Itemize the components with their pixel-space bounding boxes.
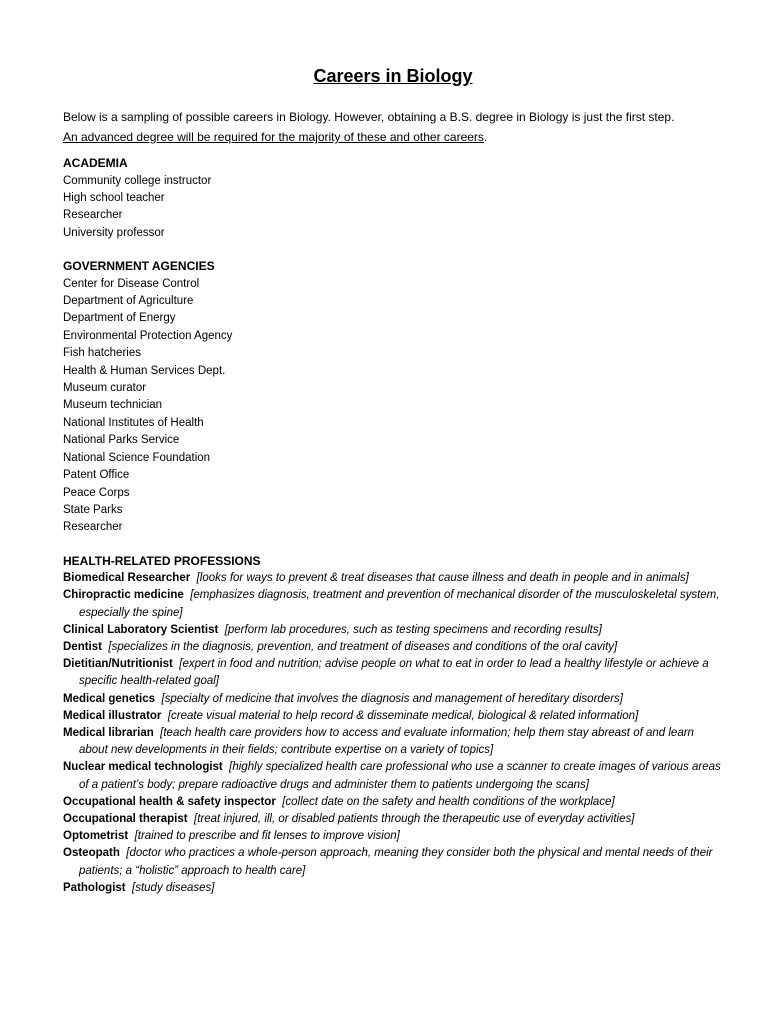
- profession-description: [specialty of medicine that involves the diagnosis and management of hereditary disorders]: [161, 692, 623, 705]
- profession-item: [63, 587, 723, 621]
- profession-name: Biomedical Researcher: [63, 572, 191, 585]
- list-item: University professor: [63, 226, 165, 239]
- profession-name: Medical illustrator: [63, 709, 162, 722]
- section-health: [63, 553, 723, 897]
- profession-name: Clinical Laboratory Scientist: [63, 623, 219, 636]
- profession-description: [collect date on the safety and health conditions of the workplace]: [282, 795, 615, 808]
- profession-item: [63, 570, 723, 587]
- intro-underlined-text: An advanced degree will be required for the majority of these and other careers: [63, 130, 484, 144]
- profession-description: [study diseases]: [132, 881, 215, 894]
- profession-item: [63, 794, 723, 811]
- academia-list: [63, 173, 723, 243]
- profession-description: [emphasizes diagnosis, treatment and prevention of mechanical disorder of the musculoskeletal system, especially the spine]: [79, 589, 720, 619]
- section-academia: [63, 155, 723, 242]
- profession-name: Dentist: [63, 641, 102, 654]
- section-heading-academia: ACADEMIA: [63, 156, 128, 170]
- list-item: Fish hatcheries: [63, 347, 141, 360]
- list-item: Museum curator: [63, 382, 147, 395]
- profession-item: [63, 845, 723, 879]
- list-item: Peace Corps: [63, 486, 130, 499]
- profession-name: Medical librarian: [63, 727, 154, 740]
- list-item: Museum technician: [63, 399, 163, 412]
- profession-item: [63, 880, 723, 897]
- profession-name: Chiropractic medicine: [63, 589, 184, 602]
- document-page: [63, 66, 723, 913]
- profession-description: [looks for ways to prevent & treat diseases that cause illness and death in people and in animals]: [196, 572, 689, 585]
- list-item: Community college instructor: [63, 174, 212, 187]
- profession-name: Dietitian/Nutritionist: [63, 658, 173, 671]
- intro-line-2: [63, 127, 723, 147]
- profession-item: [63, 639, 723, 656]
- profession-item: [63, 708, 723, 725]
- list-item: Researcher: [63, 209, 123, 222]
- profession-name: Occupational therapist: [63, 813, 188, 826]
- profession-name: Occupational health & safety inspector: [63, 795, 276, 808]
- page-title: Careers in Biology: [313, 66, 473, 86]
- list-item: Environmental Protection Agency: [63, 329, 233, 342]
- profession-description: [expert in food and nutrition; advise people on what to eat in order to lead a healthy lifestyle or achieve a specific health-related goal]: [79, 658, 709, 688]
- profession-description: [treat injured, ill, or disabled patients through the therapeutic use of everyday activities]: [194, 813, 635, 826]
- list-item: Patent Office: [63, 469, 130, 482]
- profession-description: [create visual material to help record & disseminate medical, biological & related information]: [167, 709, 639, 722]
- profession-description: [perform lab procedures, such as testing specimens and recording results]: [224, 623, 602, 636]
- list-item: Department of Agriculture: [63, 295, 194, 308]
- intro-line-end: .: [483, 130, 488, 144]
- intro-paragraph: [63, 107, 723, 147]
- list-item: High school teacher: [63, 191, 165, 204]
- profession-description: [highly specialized health care professional who use a scanner to create images of various areas of a patient’s body; prepare radioactive drugs and administer them to patients undergoing the scans]: [79, 761, 721, 791]
- profession-item: [63, 828, 723, 845]
- profession-name: Osteopath: [63, 847, 120, 860]
- profession-description: [specializes in the diagnosis, prevention, and treatment of diseases and conditions of the oral cavity]: [108, 641, 618, 654]
- profession-description: [teach health care providers how to access and evaluate information; help them stay abreast of and learn about new developments in their fields; contribute expertise on a variety of topics]: [79, 727, 694, 757]
- list-item: Center for Disease Control: [63, 277, 200, 290]
- section-heading-government: GOVERNMENT AGENCIES: [63, 259, 215, 274]
- profession-item: [63, 622, 723, 639]
- list-item: State Parks: [63, 503, 123, 516]
- government-list: [63, 276, 723, 537]
- profession-item: [63, 725, 723, 759]
- list-item: National Parks Service: [63, 434, 180, 447]
- profession-description: [doctor who practices a whole-person approach, meaning they consider both the physical and mental needs of their patients; a “holistic” approach to health care]: [79, 847, 713, 877]
- profession-item: [63, 656, 723, 690]
- intro-line-1: Below is a sampling of possible careers in Biology. However, obtaining a B.S. degree in Biology is just the first step.: [63, 110, 675, 124]
- profession-item: [63, 759, 723, 793]
- section-heading-health: HEALTH-RELATED PROFESSIONS: [63, 553, 261, 568]
- profession-description: [trained to prescribe and fit lenses to improve vision]: [134, 830, 400, 843]
- health-professions-list: [63, 570, 723, 897]
- section-government: [63, 258, 723, 537]
- profession-item: [63, 811, 723, 828]
- profession-name: Pathologist: [63, 881, 126, 894]
- profession-name: Medical genetics: [63, 692, 156, 705]
- list-item: Department of Energy: [63, 312, 176, 325]
- profession-name: Optometrist: [63, 830, 129, 843]
- profession-name: Nuclear medical technologist: [63, 761, 223, 774]
- profession-item: [63, 691, 723, 708]
- list-item: Researcher: [63, 521, 123, 534]
- list-item: National Science Foundation: [63, 451, 211, 464]
- list-item: Health & Human Services Dept.: [63, 364, 226, 377]
- list-item: National Institutes of Health: [63, 416, 204, 429]
